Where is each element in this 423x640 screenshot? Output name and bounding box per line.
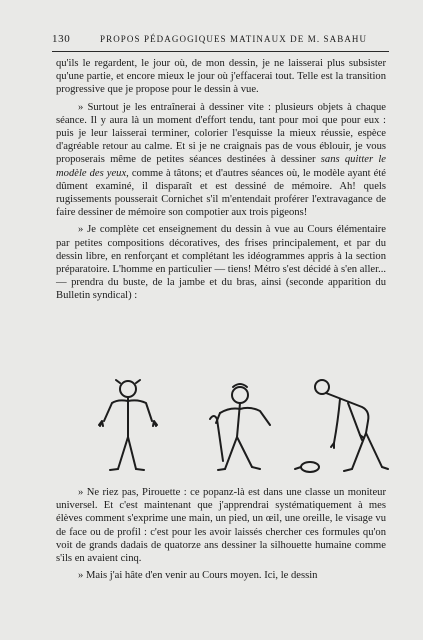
paragraph-5: » Mais j'ai hâte d'en venir au Cours moyen. Ici, le dessin: [78, 570, 318, 582]
paragraph-1: qu'ils le regardent, le jour où, de mon dessin, je ne laisserai plus subsister qu'une partie, et encore mieux le jour où j'effacerai tout. Telle est la transition progressive que je propose pour le dessin à vue.: [56, 58, 386, 96]
paragraph-2-start: » Surtout je les entraînerai à dessiner vite : plusieurs objets à chaque séance. Il y aura là un moment d'effort tendu, tant pour moi que pour eux : puis je leur laisserai terminer, colorier l'esquisse la mieux réussie, espèce d'agréable retour au calme. Et si je ne craignais pas de vous éblouir, je vous proposerais même de petites séances destinées à dessiner: [56, 101, 386, 166]
paragraph-2-end: , comme à tâtons; et d'autres séances où, le modèle ayant été dûment examiné, il disparaît et est dessiné de mémoire. Ah! quels rugissements pousserait Cornichet s'il m'entendait proférer l'extravagance de faire dessiner de mémoire son compotier aux trois pigeons!: [56, 167, 386, 219]
page-number: 130: [52, 33, 71, 45]
stick-figures-drawing: [90, 373, 390, 483]
text-block-bottom: [56, 486, 386, 582]
page-header: [52, 33, 389, 51]
stick-figures-illustration: [90, 373, 390, 483]
text-block-top: [56, 57, 386, 303]
running-title: PROPOS PÉDAGOGIQUES MATINAUX DE M. SABAHU: [100, 34, 368, 44]
paragraph-2: [56, 101, 386, 220]
stick-figure-standing-icon: [99, 380, 157, 470]
paragraph-2-italic: sans quitter le modèle des yeux: [56, 154, 386, 179]
header-rule: [52, 51, 389, 52]
stick-figure-bending-icon: [295, 380, 388, 472]
paragraph-3: » Je complète cet enseignement du dessin à vue au Cours élémentaire par petites compositions décoratives, des frises principalement, et par du dessin libre, en renforçant et complétant les idéogrammes appris à la section préparatoire. L'homme en particulier — tiens! Métro s'est décidé à s'en aller... — prendra du buste, de la jambe et du bras, ainsi (seconde apparition du Bulletin syndical) :: [56, 224, 386, 302]
paragraph-4: » Ne riez pas, Pirouette : ce popanz-là est dans une classe un moniteur universel. Et c'est maintenant que j'apprendrai systématiquement à mes élèves comment s'exprime une main, un pied, un œil, une oreille, le visage vu de face ou de profil : c'est pour les avoir laissés chercher ces formules qu'on voit de grands dadais de quatorze ans dessiner la silhouette humaine comme s'ils en avaient cinq.: [56, 487, 386, 565]
stick-figure-walking-icon: [210, 384, 270, 470]
